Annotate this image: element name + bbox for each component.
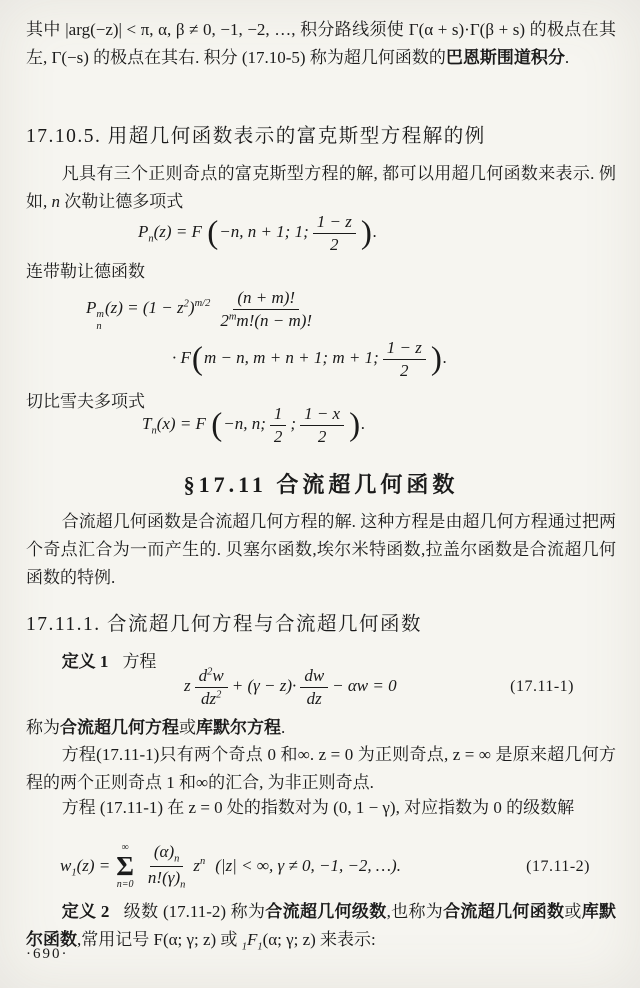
fuchs-intro-b: 次勒让德多项式 xyxy=(60,192,184,211)
paragraph-index-pair: 方程 (17.11-1) 在 z = 0 处的指数对为 (0, 1 − γ), 对应指数为 0 的级数解 xyxy=(61,798,575,817)
summation-symbol: ∞ Σ n=0 xyxy=(116,842,134,891)
math-args: −n, n + 1; 1; xyxy=(219,221,309,241)
definition-2-label: 定义 2 xyxy=(61,902,110,921)
definition-2: 定义 2 级数 (17.11-2) 称为合流超几何级数,也称为合流超几何函数或库默尔函数,常用记号 F(α; γ; z) 或 $_1F_1(\alpha$; γ; z) 来表示: xyxy=(26,902,617,953)
math-eq: (z) = F xyxy=(153,221,202,241)
math-close-paren: ) xyxy=(188,297,195,317)
heading-17-10-5: 17.10.5. 用超几何函数表示的富克斯型方程解的例 xyxy=(26,126,486,147)
term-confluent-equation: 合流超几何方程 xyxy=(60,718,179,737)
fraction: $\frac{1 - x}{2}$ xyxy=(300,404,344,446)
paragraph-singular-points: 方程(17.11-1)只有两个奇点 0 和∞. z = 0 为正则奇点, z = ∞ 是原来超几何方程的两个正则奇点 1 和∞的汇合, 为非正则奇点. xyxy=(26,745,616,792)
math-T: T xyxy=(142,413,152,433)
equation-confluent-series xyxy=(26,842,616,892)
math-exponent-m2: m/2 xyxy=(194,298,211,310)
barnes-term-bold: 巴恩斯围道积分 xyxy=(445,48,565,67)
variable-n: n xyxy=(51,192,60,211)
fraction-dw-dz: $\frac{dw}{dz}$ xyxy=(300,666,328,708)
fraction: $\frac{1 - z}{2}$ xyxy=(313,212,356,254)
equation-kummer xyxy=(26,666,616,708)
math-tail: − αw = 0 xyxy=(332,675,397,695)
math-args: m − n, m + n + 1; m + 1; xyxy=(203,347,379,367)
term-kummer-equation: 库默尔方程 xyxy=(196,718,281,737)
math-eq: (z) = xyxy=(76,855,111,875)
math-eq: (x) = F xyxy=(156,413,206,433)
math-sub-n: n xyxy=(151,425,157,437)
big-paren-open: ( xyxy=(191,340,203,378)
definition-1-label: 定义 1 xyxy=(61,652,109,671)
term-kummer-function: 库默尔函数 xyxy=(26,902,617,949)
math-semicolon: ; xyxy=(290,413,297,433)
big-paren-close: ) xyxy=(360,214,372,252)
definition-1-text: 方程 xyxy=(122,652,157,671)
math-P: P xyxy=(86,297,97,317)
fraction: $\frac{1}{2}$ xyxy=(270,404,287,446)
formula-chebyshev xyxy=(26,404,616,446)
fuchs-intro-a: 凡具有三个正则奇点的富克斯型方程的解, 都可以用超几何函数来表示. 例如, xyxy=(26,164,616,211)
heading-17-11: §17.11 合流超几何函数 xyxy=(183,472,459,497)
math-period: . xyxy=(372,221,378,241)
paragraph-kummer-name: 称为合流超几何方程或库默尔方程. xyxy=(26,718,286,737)
math-sub-n: n xyxy=(148,233,154,245)
math-sub-1: 1 xyxy=(71,867,77,879)
fraction: $\frac{1 - z}{2}$ xyxy=(383,338,426,380)
math-args: −n, n; xyxy=(223,413,266,433)
fraction: $\frac{(n + m)!}{2^mm!(n - m)!}$ xyxy=(220,288,313,330)
math-sup-n: n xyxy=(199,856,206,868)
math-sup-2: 2 xyxy=(183,298,189,310)
barnes-text-c: . xyxy=(564,48,570,67)
page-number: ·690· xyxy=(26,946,69,962)
big-paren-close: ) xyxy=(430,340,442,378)
math-period: . xyxy=(361,413,366,433)
fraction-d2w-dz2: $\frac{d^2w}{dz^2}$ xyxy=(195,666,228,708)
math-P: P xyxy=(138,221,149,241)
formula-associated-legendre-line2 xyxy=(26,338,616,380)
paragraph-barnes-integral xyxy=(26,16,616,72)
math-period: . xyxy=(442,347,448,367)
barnes-text-a: 其中 |arg(−z)| < π, α, β ≠ 0, −1, −2, …, 积分路线须使 Γ(α + s)·Γ(β + s) 的极点在其左, Γ(−s) 的极点在其右. 积分 (17.10-5) 称为超几何函数的 xyxy=(26,20,616,67)
big-paren-open: ( xyxy=(211,406,223,444)
equation-number-17-11-2: (17.11-2) xyxy=(526,857,590,875)
fraction-pochhammer: $\frac{(\alpha)_n}{n!(\gamma)_n}$ xyxy=(147,842,186,891)
math-eq: (z) = (1 − z xyxy=(104,297,184,317)
label-chebyshev: 切比雪夫多项式 xyxy=(26,392,145,411)
term-confluent-function: 合流超几何函数 xyxy=(443,902,565,921)
term-confluent-series: 合流超几何级数 xyxy=(265,902,387,921)
math-condition: (|z| < ∞, γ ≠ 0, −1, −2, …). xyxy=(215,855,401,875)
paragraph-fuchs-intro xyxy=(26,160,616,216)
paragraph-confluent-intro: 合流超几何函数是合流超几何方程的解. 这种方程是由超几何方程通过把两个奇点汇合为一而产生的. 贝塞尔函数,埃尔米特函数,拉盖尔函数是合流超几何函数的特例. xyxy=(26,512,616,587)
sup-sub-stack: m n xyxy=(96,308,104,333)
big-paren-open: ( xyxy=(207,214,219,252)
math-w: w xyxy=(60,855,72,875)
notation-1F1: $_1F_1$ xyxy=(241,930,263,953)
math-dot-F: · F xyxy=(172,347,191,367)
math-z-power: z xyxy=(193,855,200,875)
equation-number-17-11-1: (17.11-1) xyxy=(510,678,574,696)
formula-associated-legendre-line1 xyxy=(26,288,616,333)
big-paren-close: ) xyxy=(349,406,361,444)
label-associated-legendre: 连带勒让德函数 xyxy=(26,262,145,281)
math-z: z xyxy=(184,675,191,695)
heading-17-11-1: 17.11.1. 合流超几何方程与合流超几何函数 xyxy=(26,614,423,635)
formula-legendre-polynomial xyxy=(26,212,616,254)
math-mid: + (γ − z)· xyxy=(231,675,297,695)
